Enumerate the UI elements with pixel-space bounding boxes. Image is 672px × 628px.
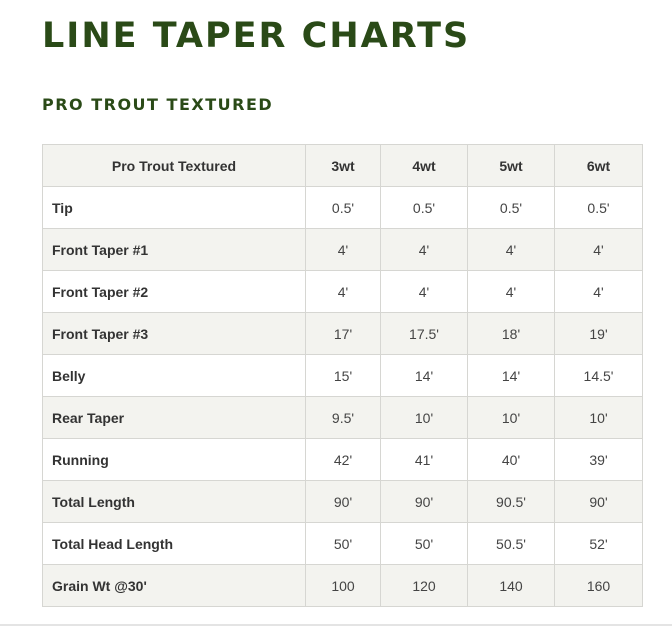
table-cell: 52' <box>555 523 643 565</box>
table-cell: 90' <box>306 481 381 523</box>
table-cell: 39' <box>555 439 643 481</box>
section-title: PRO TROUT TEXTURED <box>42 95 274 114</box>
row-label: Belly <box>43 355 306 397</box>
table-row <box>43 355 643 397</box>
column-header-5wt: 5wt <box>468 145 555 187</box>
table-cell: 9.5' <box>306 397 381 439</box>
table-cell: 4' <box>468 229 555 271</box>
row-label: Rear Taper <box>43 397 306 439</box>
column-header-4wt: 4wt <box>381 145 468 187</box>
table-row <box>43 565 643 607</box>
table-cell: 18' <box>468 313 555 355</box>
table-cell: 42' <box>306 439 381 481</box>
table-cell: 4' <box>555 229 643 271</box>
table-cell: 10' <box>381 397 468 439</box>
table-cell: 17' <box>306 313 381 355</box>
table-row <box>43 313 643 355</box>
table-cell: 90' <box>381 481 468 523</box>
table-row <box>43 481 643 523</box>
table-cell: 0.5' <box>381 187 468 229</box>
column-header-product: Pro Trout Textured <box>43 145 306 187</box>
table-header-row <box>43 145 643 187</box>
table-cell: 10' <box>468 397 555 439</box>
table-row <box>43 187 643 229</box>
table-cell: 4' <box>306 271 381 313</box>
column-header-6wt: 6wt <box>555 145 643 187</box>
table-cell: 0.5' <box>468 187 555 229</box>
table-cell: 140 <box>468 565 555 607</box>
table-cell: 4' <box>381 271 468 313</box>
table-cell: 14' <box>381 355 468 397</box>
table-cell: 15' <box>306 355 381 397</box>
row-label: Total Head Length <box>43 523 306 565</box>
bottom-divider <box>0 624 672 626</box>
table-cell: 14.5' <box>555 355 643 397</box>
row-label: Running <box>43 439 306 481</box>
table-cell: 4' <box>306 229 381 271</box>
table-row <box>43 439 643 481</box>
page-title: LINE TAPER CHARTS <box>42 16 471 56</box>
table-row <box>43 271 643 313</box>
table-cell: 90' <box>555 481 643 523</box>
row-label: Tip <box>43 187 306 229</box>
table-cell: 14' <box>468 355 555 397</box>
table-cell: 90.5' <box>468 481 555 523</box>
table-cell: 160 <box>555 565 643 607</box>
row-label: Front Taper #2 <box>43 271 306 313</box>
table-row <box>43 523 643 565</box>
row-label: Front Taper #1 <box>43 229 306 271</box>
table-row <box>43 229 643 271</box>
table-cell: 17.5' <box>381 313 468 355</box>
table-cell: 4' <box>381 229 468 271</box>
column-header-3wt: 3wt <box>306 145 381 187</box>
table-cell: 19' <box>555 313 643 355</box>
row-label: Total Length <box>43 481 306 523</box>
table-cell: 0.5' <box>555 187 643 229</box>
taper-table <box>42 144 643 607</box>
table-row <box>43 397 643 439</box>
table-cell: 0.5' <box>306 187 381 229</box>
table-cell: 10' <box>555 397 643 439</box>
table-cell: 4' <box>468 271 555 313</box>
table-cell: 50' <box>306 523 381 565</box>
table-cell: 100 <box>306 565 381 607</box>
table-cell: 40' <box>468 439 555 481</box>
row-label: Grain Wt @30' <box>43 565 306 607</box>
table-cell: 120 <box>381 565 468 607</box>
table-cell: 4' <box>555 271 643 313</box>
table-cell: 50.5' <box>468 523 555 565</box>
row-label: Front Taper #3 <box>43 313 306 355</box>
table-cell: 41' <box>381 439 468 481</box>
table-cell: 50' <box>381 523 468 565</box>
